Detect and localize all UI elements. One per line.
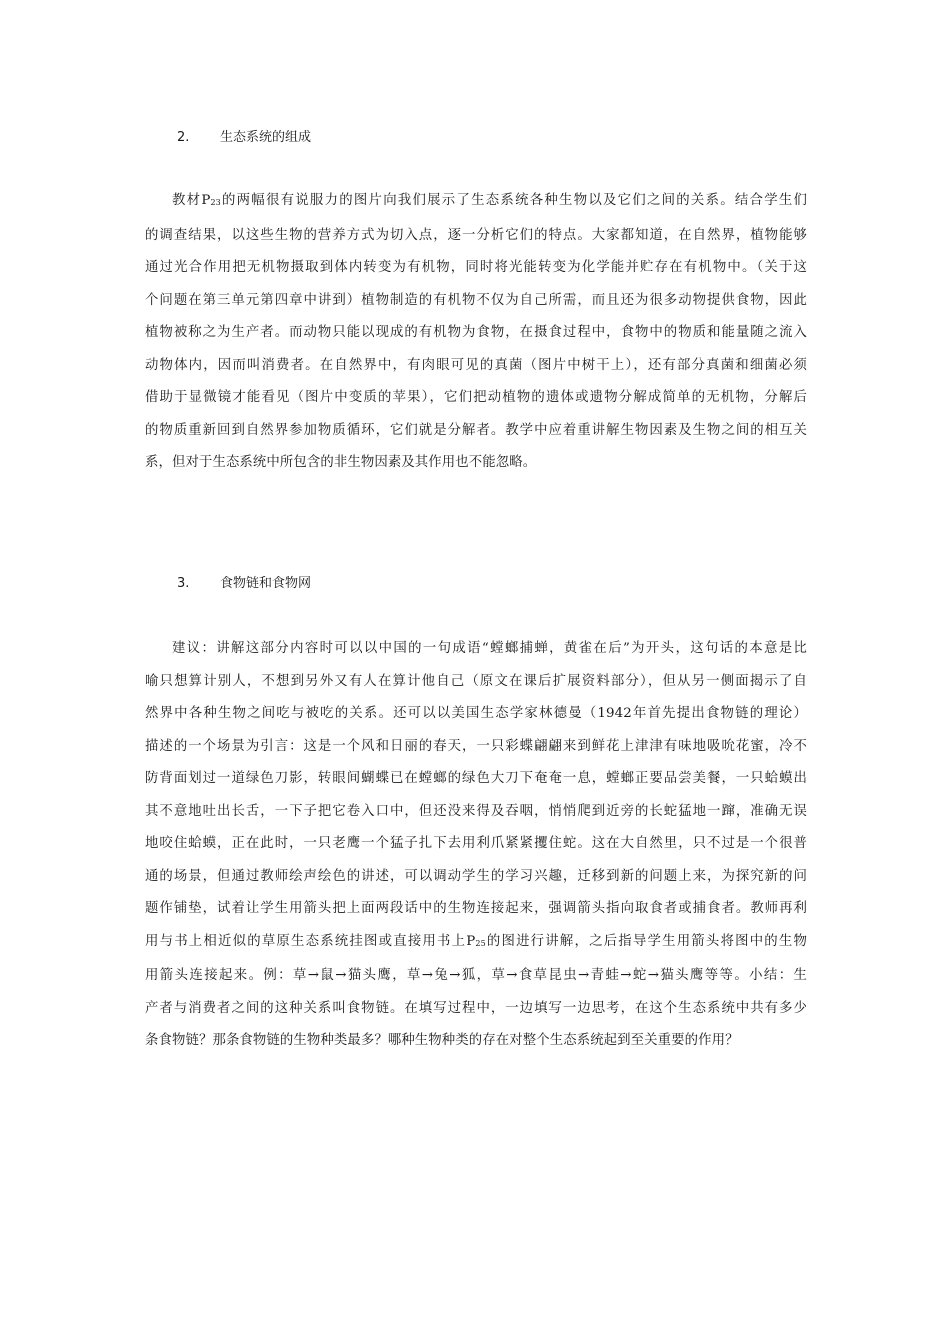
paragraph-line: 描述的一个场景为引言：这是一个风和日丽的春天，一只彩蝶翩翩来到鲜花上津津有味地吸吮花蜜，冷不 <box>145 738 807 754</box>
paragraph-line: 动物体内，因而叫消费者。在自然界中，有肉眼可见的真菌（图片中树干上），还有部分真菌和细菌必须 <box>145 357 807 373</box>
section-2-number: 2. <box>177 130 190 145</box>
section-3-title: 食物链和食物网 <box>220 576 312 591</box>
section-3-number: 3. <box>177 576 190 591</box>
section-3-heading <box>177 574 311 594</box>
paragraph-line: 产者与消费者之间的这种关系叫食物链。在填写过程中，一边填写一边思考，在这个生态系统中共有多少 <box>145 1000 807 1016</box>
paragraph-line: 防背面划过一道绿色刀影，转眼间蝴蝶已在螳螂的绿色大刀下奄奄一息，螳螂正要品尝美餐，一只蛤蟆出 <box>145 771 807 786</box>
paragraph-line: 其不意地吐出长舌，一下子把它卷入口中，但还没来得及吞咽，悄悄爬到近旁的长蛇猛地一蹿，准确无误 <box>145 803 807 819</box>
paragraph-line: 题作铺垫，试着让学生用箭头把上面两段话中的生物连接起来，强调箭头指向取食者或捕食者。教师再利 <box>145 901 807 916</box>
paragraph-line: 地咬住蛤蟆，正在此时，一只老鹰一个猛子扎下去用利爪紧紧攫住蛇。这在大自然里，只不过是一个很普 <box>145 836 807 851</box>
page-ref-subscript: 25 <box>475 938 486 948</box>
paragraph-line: 的调查结果，以这些生物的营养方式为切入点，逐一分析它们的特点。大家都知道，在自然界，植物能够 <box>145 227 807 243</box>
page-ref-subscript: 23 <box>210 198 221 207</box>
paragraph-line: 用箭头连接起来。例：草→鼠→猫头鹰，草→兔→狐，草→食草昆虫→青蛙→蛇→猫头鹰等等。小结：生 <box>145 968 807 983</box>
paragraph-line: 借助于显微镜才能看见（图片中变质的苹果），它们把动植物的遗体或遗物分解成简单的无机物，分解后 <box>145 390 807 405</box>
paragraph-line: 系，但对于生态系统中所包含的非生物因素及其作用也不能忽略。 <box>145 455 537 470</box>
paragraph-line: 然界中各种生物之间吃与被吃的关系。还可以以美国生态学家林德曼（1942年首先提出食物链的理论） <box>145 706 807 721</box>
paragraph-line: 用与书上相近似的草原生态系统挂图或直接用书上$P_{25}$的图进行讲解，之后指导学生用箭头将图中的生物 <box>145 933 808 949</box>
section-2-title: 生态系统的组成 <box>220 130 312 145</box>
paragraph-line: 通过光合作用把无机物摄取到体内转变为有机物，同时将光能转变为化学能并贮存在有机物中。（关于这 <box>145 260 807 275</box>
section-3-paragraph <box>145 633 807 1058</box>
paragraph-line: 的物质重新回到自然界参加物质循环，它们就是分解者。教学中应着重讲解生物因素及生物之间的相互关 <box>145 422 807 438</box>
paragraph-line: 通的场景，但通过教师绘声绘色的讲述，可以调动学生的学习兴趣，迁移到新的问题上来，为探究新的问 <box>145 868 807 884</box>
section-2-paragraph <box>145 185 807 480</box>
paragraph-line: 个问题在第三单元第四章中讲到）植物制造的有机物不仅为自己所需，而且还为很多动物提供食物，因此 <box>145 292 807 308</box>
paragraph-line: 建议：讲解这部分内容时可以以中国的一句成语“螳螂捕蝉，黄雀在后”为开头，这句话的本意是比 <box>172 641 807 656</box>
paragraph-line: 条食物链？那条食物链的生物种类最多？哪种生物种类的存在对整个生态系统起到至关重要的作用？ <box>145 1033 739 1048</box>
paragraph-line: 喻只想算计别人，不想到另外又有人在算计他自己（原文在课后扩展资料部分），但从另一侧面揭示了自 <box>145 673 807 689</box>
paragraph-line: 教材$P_{23}$的两幅很有说服力的图片向我们展示了生态系统各种生物以及它们之间的关系。结合学生们 <box>172 193 807 208</box>
section-2-heading <box>177 128 311 148</box>
paragraph-line: 植物被称之为生产者。而动物只能以现成的有机物为食物，在摄食过程中，食物中的物质和能量随之流入 <box>145 325 807 340</box>
